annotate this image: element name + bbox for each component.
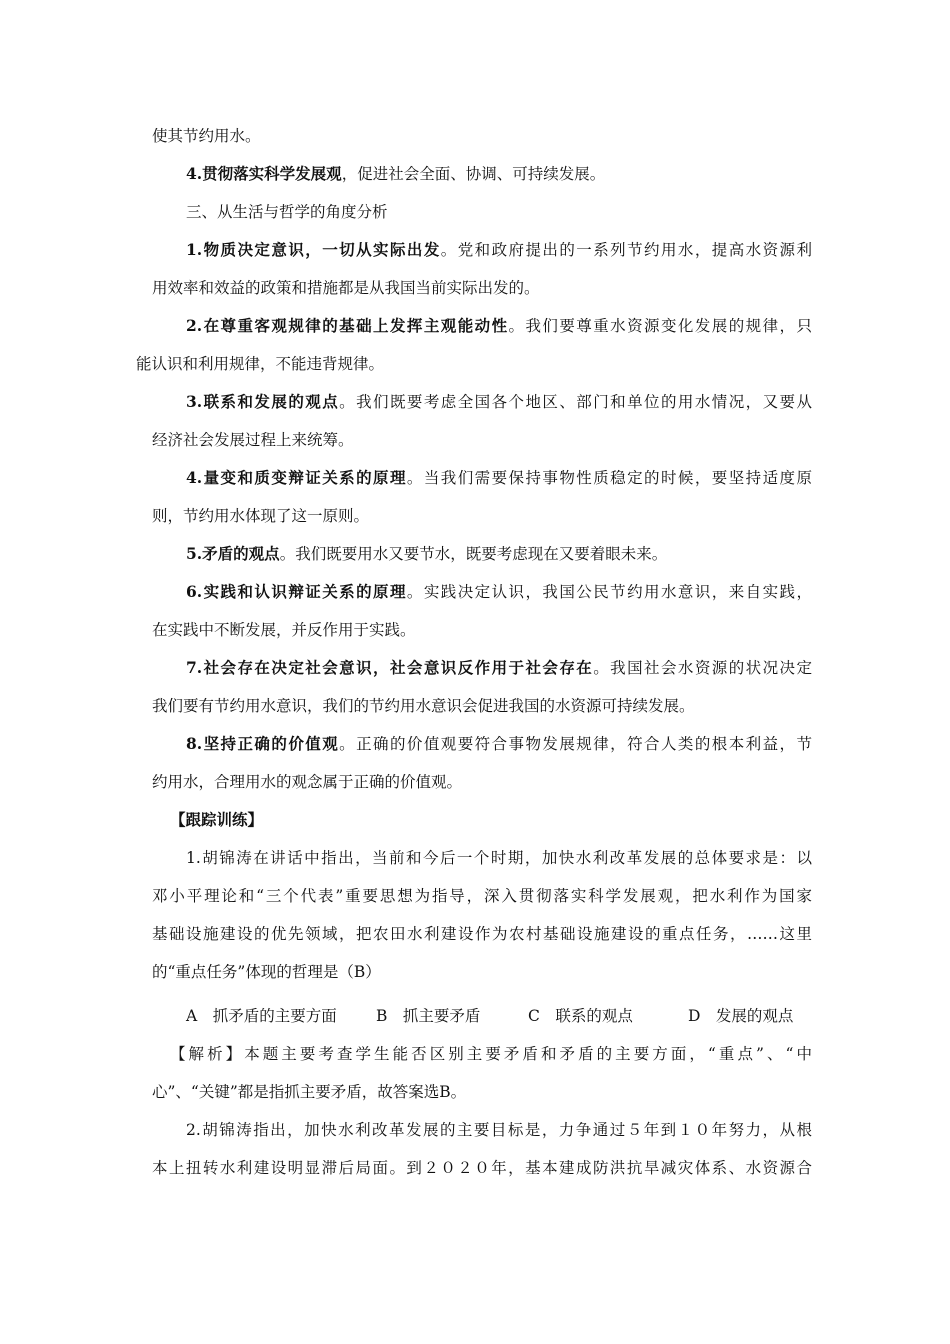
paragraph-line bbox=[136, 352, 796, 376]
paragraph-line bbox=[152, 618, 812, 642]
paragraph-line bbox=[152, 504, 812, 528]
paragraph-line bbox=[170, 1042, 812, 1066]
section-heading bbox=[170, 808, 812, 832]
bold-heading: 2.在尊重客观规律的基础上发挥主观能动性 bbox=[186, 316, 509, 335]
paragraph-line bbox=[152, 884, 812, 908]
text: 约用水，合理用水的观念属于正确的价值观。 bbox=[152, 773, 463, 791]
bold-heading: 4.量变和质变辩证关系的原理 bbox=[186, 468, 407, 487]
text: 基础设施建设的优先领域，把农田水利建设作为农村基础设施建设的重点任务，……这里 bbox=[152, 925, 812, 943]
paragraph-line bbox=[152, 960, 812, 984]
text: 。我国社会水资源的状况决定 bbox=[593, 659, 812, 677]
text: 【解析】本题主要考查学生能否区别主要矛盾和矛盾的主要方面，“重点”、“中 bbox=[170, 1045, 812, 1063]
paragraph-line bbox=[152, 276, 812, 300]
paragraph-line bbox=[186, 238, 812, 262]
text: 邓小平理论和“三个代表”重要思想为指导，深入贯彻落实科学发展观，把水利作为国家 bbox=[152, 887, 812, 905]
text: 心”、“关键”都是指抓主要矛盾，故答案选B。 bbox=[152, 1083, 467, 1101]
text: 用效率和效益的政策和措施都是从我国当前实际出发的。 bbox=[152, 279, 540, 297]
bold-heading: 5.矛盾的观点 bbox=[186, 544, 280, 563]
bold-heading: 4.贯彻落实科学发展观 bbox=[186, 164, 342, 183]
text: 。我们既要考虑全国各个地区、部门和单位的用水情况，又要从 bbox=[339, 393, 812, 411]
paragraph-line bbox=[152, 1080, 812, 1104]
text: 1.胡锦涛在讲话中指出，当前和今后一个时期，加快水利改革发展的总体要求是：以 bbox=[186, 849, 812, 867]
text: 在实践中不断发展，并反作用于实践。 bbox=[152, 621, 416, 639]
text: 经济社会发展过程上来统筹。 bbox=[152, 431, 354, 449]
answer-options bbox=[186, 1004, 812, 1028]
paragraph-line bbox=[152, 428, 812, 452]
text: 。当我们需要保持事物性质稳定的时候，要坚持适度原 bbox=[406, 469, 812, 487]
text: 我们要有节约用水意识，我们的节约用水意识会促进我国的水资源可持续发展。 bbox=[152, 697, 695, 715]
bold-heading: 3.联系和发展的观点 bbox=[186, 392, 340, 411]
text: 。我们要尊重水资源变化发展的规律，只 bbox=[508, 317, 812, 335]
paragraph-line bbox=[186, 580, 812, 604]
option-d: D 发展的观点 bbox=[688, 1007, 794, 1025]
bold-heading: 8.坚持正确的价值观 bbox=[186, 734, 340, 753]
text: 。党和政府提出的一系列节约用水，提高水资源利 bbox=[440, 241, 812, 259]
paragraph-line bbox=[186, 542, 812, 566]
text: 则，节约用水体现了这一原则。 bbox=[152, 507, 370, 525]
paragraph-line bbox=[152, 1156, 812, 1180]
paragraph-line bbox=[152, 124, 812, 148]
paragraph-line bbox=[186, 846, 812, 870]
text: 。正确的价值观要符合事物发展规律，符合人类的根本利益，节 bbox=[339, 735, 812, 753]
paragraph-line bbox=[186, 162, 812, 186]
paragraph-line bbox=[186, 1118, 812, 1142]
text: 使其节约用水。 bbox=[152, 127, 261, 145]
paragraph-line bbox=[186, 656, 812, 680]
bold-heading: 7.社会存在决定社会意识，社会意识反作用于社会存在 bbox=[186, 658, 594, 677]
text: 的“重点任务”体现的哲理是（B） bbox=[152, 963, 381, 981]
paragraph-line bbox=[186, 732, 812, 756]
bold-heading: 6.实践和认识辩证关系的原理 bbox=[186, 582, 407, 601]
paragraph-line bbox=[186, 390, 812, 414]
paragraph-line bbox=[152, 922, 812, 946]
bold-heading: 1.物质决定意识，一切从实际出发 bbox=[186, 240, 441, 259]
text: ，促进社会全面、协调、可持续发展。 bbox=[341, 165, 606, 183]
paragraph-line bbox=[152, 694, 812, 718]
text: 2.胡锦涛指出，加快水利改革发展的主要目标是，力争通过５年到１０年努力，从根 bbox=[186, 1121, 812, 1139]
text: 。实践决定认识，我国公民节约用水意识，来自实践， bbox=[406, 583, 812, 601]
option-b: B 抓主要矛盾 bbox=[376, 1007, 481, 1025]
paragraph-line bbox=[152, 770, 812, 794]
paragraph-line bbox=[186, 466, 812, 490]
section-heading bbox=[186, 200, 812, 224]
text: 本上扭转水利建设明显滞后局面。到２０２０年，基本建成防洪抗旱减灾体系、水资源合 bbox=[152, 1159, 812, 1177]
paragraph-line bbox=[186, 314, 812, 338]
text: 三、从生活与哲学的角度分析 bbox=[186, 203, 388, 221]
text: 能认识和利用规律，不能违背规律。 bbox=[136, 355, 385, 373]
option-c: C 联系的观点 bbox=[528, 1007, 633, 1025]
text: 【跟踪训练】 bbox=[170, 810, 264, 829]
text: 。我们既要用水又要节水，既要考虑现在又要着眼未来。 bbox=[279, 545, 668, 563]
option-a: A 抓矛盾的主要方面 bbox=[186, 1007, 337, 1025]
